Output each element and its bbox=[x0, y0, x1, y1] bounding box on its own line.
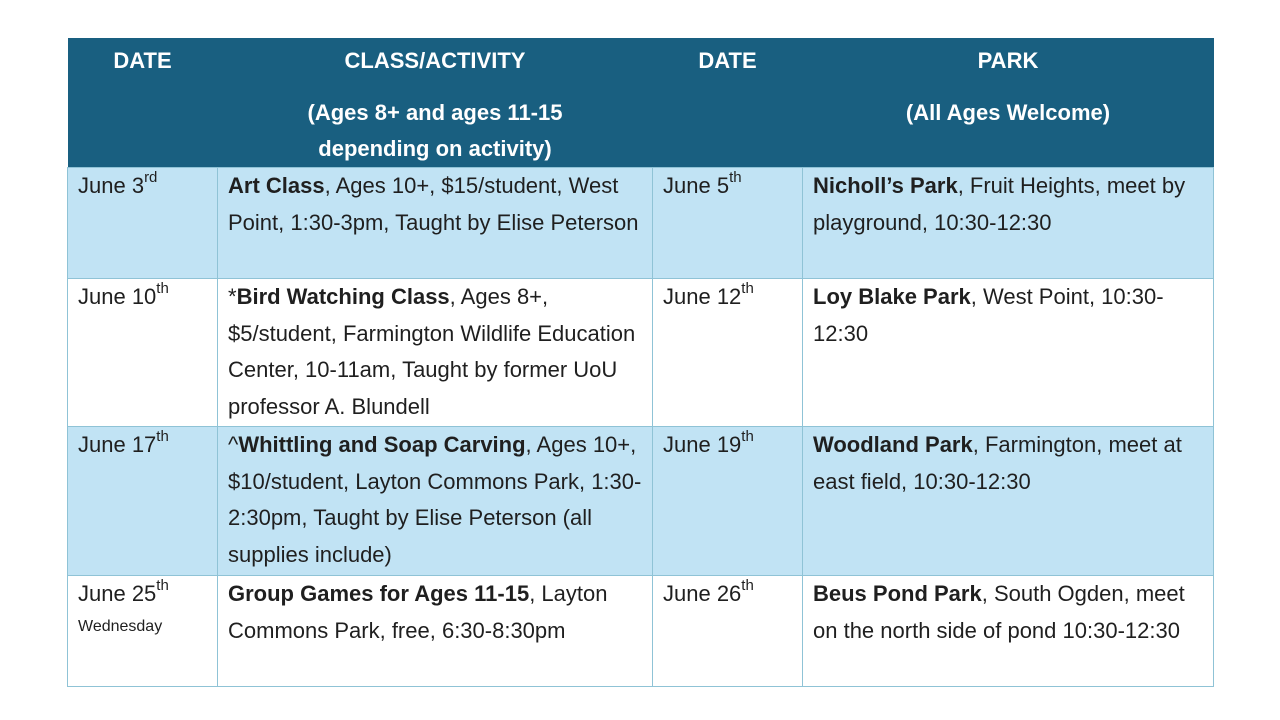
park-name: Beus Pond Park bbox=[813, 581, 982, 606]
class-cell: Art Class, Ages 10+, $15/student, West Point, 1:30-3pm, Taught by Elise Peterson bbox=[218, 168, 653, 279]
header-park: PARK (All Ages Welcome) bbox=[803, 38, 1214, 168]
header-class-subtitle: (Ages 8+ and ages 11-15 depending on activity) bbox=[307, 100, 563, 161]
table-row bbox=[68, 279, 1214, 427]
class-title: Art Class bbox=[228, 173, 325, 198]
class-cell: ^Whittling and Soap Carving, Ages 10+, $10/student, Layton Commons Park, 1:30-2:30pm, Taught by Elise Peterson (all supplies include) bbox=[218, 427, 653, 576]
date-cell: June 10th bbox=[68, 279, 218, 427]
date-cell: June 3rd bbox=[68, 168, 218, 279]
park-name: Nicholl’s Park bbox=[813, 173, 958, 198]
schedule-table bbox=[67, 38, 1214, 687]
class-title: Group Games for Ages 11-15 bbox=[228, 581, 530, 606]
date-cell: June 17th bbox=[68, 427, 218, 576]
table-row bbox=[68, 168, 1214, 279]
park-cell: Loy Blake Park, West Point, 10:30-12:30 bbox=[803, 279, 1214, 427]
date-cell: June 26th bbox=[653, 576, 803, 687]
table-row bbox=[68, 427, 1214, 576]
park-name: Woodland Park bbox=[813, 432, 973, 457]
date-cell: June 19th bbox=[653, 427, 803, 576]
class-title: Bird Watching Class bbox=[236, 284, 450, 309]
header-park-subtitle: (All Ages Welcome) bbox=[905, 100, 1111, 125]
date-cell: June 12th bbox=[653, 279, 803, 427]
park-name: Loy Blake Park bbox=[813, 284, 971, 309]
date-cell: June 25th Wednesday bbox=[68, 576, 218, 687]
header-class-activity: CLASS/ACTIVITY (Ages 8+ and ages 11-15 depending on activity) bbox=[218, 38, 653, 168]
date-cell: June 5th bbox=[653, 168, 803, 279]
header-row bbox=[68, 38, 1214, 168]
weekday-note: Wednesday bbox=[78, 617, 163, 635]
class-cell: *Bird Watching Class, Ages 8+, $5/student, Farmington Wildlife Education Center, 10-11am, Taught by former UoU professor A. Blundell bbox=[218, 279, 653, 427]
park-cell: Nicholl’s Park, Fruit Heights, meet by playground, 10:30-12:30 bbox=[803, 168, 1214, 279]
park-cell: Woodland Park, Farmington, meet at east field, 10:30-12:30 bbox=[803, 427, 1214, 576]
park-cell: Beus Pond Park, South Ogden, meet on the north side of pond 10:30-12:30 bbox=[803, 576, 1214, 687]
table-row bbox=[68, 576, 1214, 687]
header-date-2: DATE bbox=[653, 38, 803, 168]
header-date-1: DATE bbox=[68, 38, 218, 168]
class-title: Whittling and Soap Carving bbox=[238, 432, 526, 457]
class-cell: Group Games for Ages 11-15, Layton Commons Park, free, 6:30-8:30pm bbox=[218, 576, 653, 687]
